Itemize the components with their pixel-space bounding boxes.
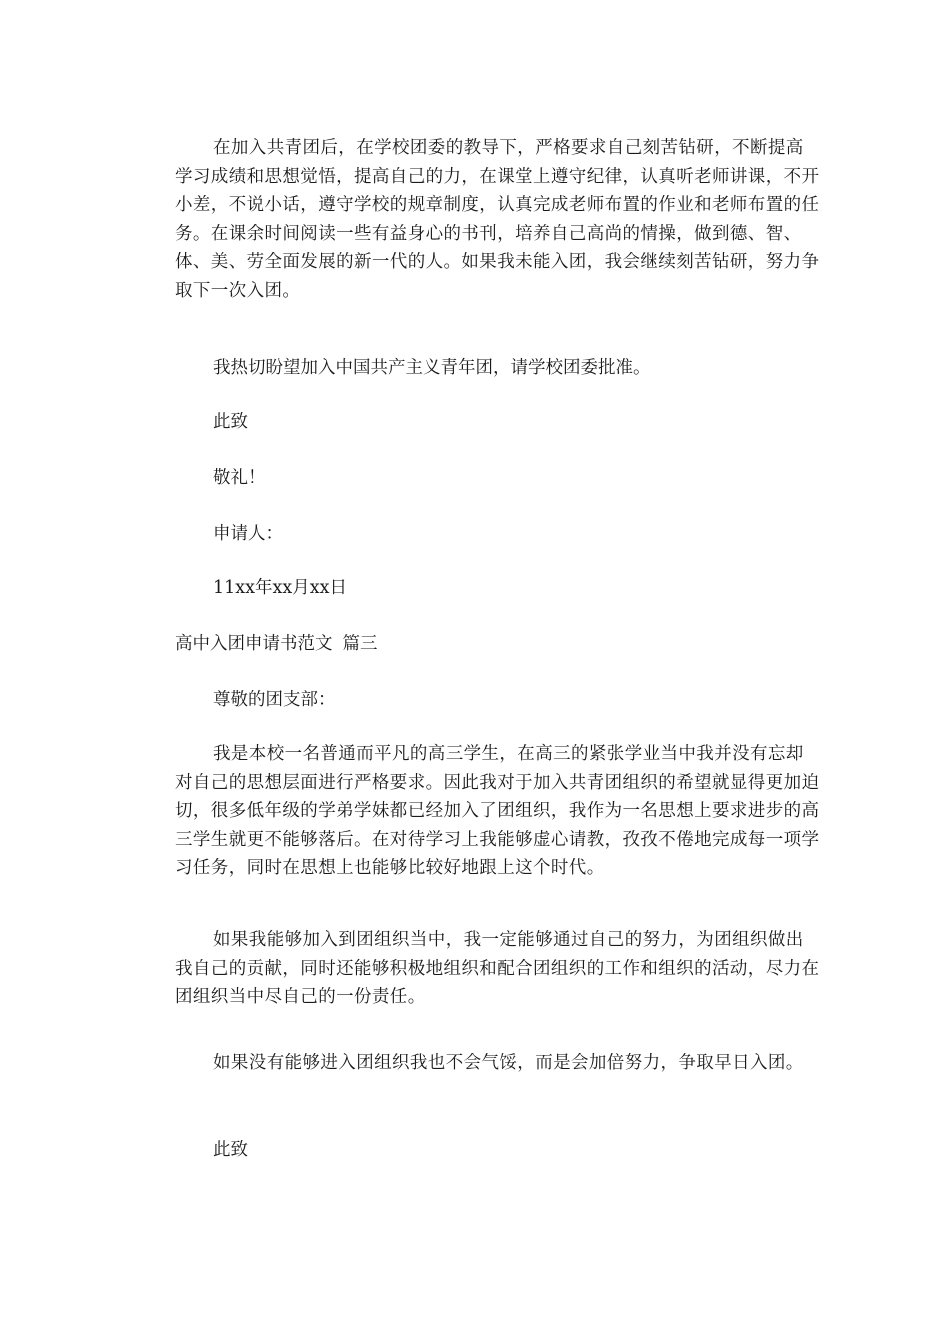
date-line: 11xx年xx月xx日 [213, 578, 347, 598]
greeting-line: 尊敬的团支部： [213, 690, 336, 710]
paragraph-self-intro: 我是本校一名普通而平凡的高三学生，在高三的紧张学业当中我并没有忘却对自己的思想层面进行严格要求。因此我对于加入共青团组织的希望就显得更加迫切，很多低年级的学弟学妹都已经加入了团组织，我作为一名思想上要求进步的高三学生就更不能够落后。在对待学习上我能够虚心请教，孜孜不倦地完成每一项学习任务，同时在思想上也能够比较好地跟上这个时代。 [175, 744, 820, 878]
section-heading [175, 630, 378, 658]
closing-cizhi-2: 此致 [213, 1140, 248, 1160]
closing-jingli: 敬礼！ [213, 468, 266, 488]
paragraph-perseverance: 如果没有能够进入团组织我也不会气馁，而是会加倍努力，争取早日入团。 [213, 1053, 804, 1073]
paragraph-contribution: 如果我能够加入到团组织当中，我一定能够通过自己的努力，为团组织做出我自己的贡献，同时还能够积极地组织和配合团组织的工作和组织的活动，尽力在团组织当中尽自己的一份责任。 [175, 930, 820, 1007]
section-number: 篇三 [342, 634, 378, 654]
paragraph-request: 我热切盼望加入中国共产主义青年团，请学校团委批准。 [213, 358, 651, 378]
paragraph-commitment: 在加入共青团后，在学校团委的教导下，严格要求自己刻苦钻研，不断提高学习成绩和思想觉悟，提高自己的力，在课堂上遵守纪律，认真听老师讲课，不开小差，不说小话，遵守学校的规章制度，认真完成老师布置的作业和老师布置的任务。在课余时间阅读一些有益身心的书刊，培养自己高尚的情操，做到德、智、体、美、劳全面发展的新一代的人。如果我未能入团，我会继续刻苦钻研，努力争取下一次入团。 [175, 138, 820, 301]
section-title: 高中入团申请书范文 [175, 634, 333, 654]
closing-cizhi: 此致 [213, 412, 248, 432]
applicant-label: 申请人： [213, 524, 283, 544]
